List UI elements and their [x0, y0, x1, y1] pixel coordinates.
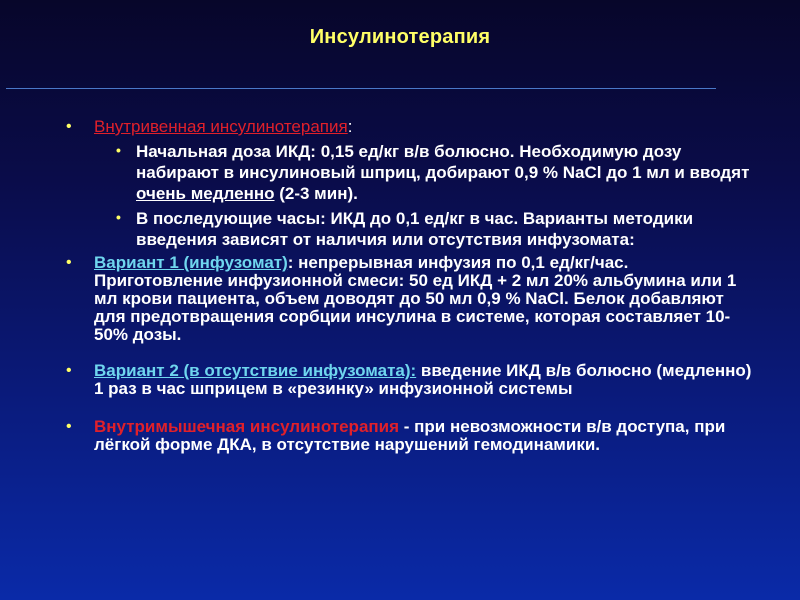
im-therapy-heading: Внутримышечная инсулинотерапия: [94, 417, 400, 436]
initial-dose-text: Начальная доза ИКД: 0,15 ед/кг в/в болюсно. Необходимую дозу набирают в инсулиновый шприц, добирают 0,9 % NaCl до 1 мл и вводят: [136, 142, 750, 182]
next-hours-text: В последующие часы: ИКД до 0,1 ед/кг в час. Варианты методики введения зависят от наличия или отсутствия инфузомата:: [136, 209, 694, 249]
sub-item-text: [116, 208, 756, 250]
variant-1-text: : непрерывная инфузия по 0,1 ед/кг/час. Приготовление инфузионной смеси: 50 ед ИКД + 2 мл 20% альбумина или 1 мл крови пациента, объем доводят до 50 мл 0,9 % NaCl. Белок добавляют для предотвращения сорбции инсулина в системе, которая составляет 10-50% дозы.: [94, 253, 737, 344]
variant-2-text: введение ИКД в/в болюсно (медленно) 1 раз в час шприцем в «резинку» инфузионной системы: [94, 361, 752, 398]
slide-title: Инсулинотерапия: [309, 26, 491, 48]
list-item-im-therapy: [66, 418, 756, 454]
bullet-icon: •: [116, 142, 121, 158]
bullet-icon: •: [66, 118, 72, 135]
list-item-variant-1: [66, 254, 756, 344]
bullet-icon: •: [116, 209, 121, 225]
variant-1-heading: Вариант 1 (инфузомат): [94, 253, 288, 272]
bullet-icon: •: [66, 254, 72, 271]
list-item-text: [66, 118, 756, 136]
iv-therapy-heading: Внутривенная инсулинотерапия: [94, 117, 348, 136]
slide-content: [66, 118, 756, 454]
list-item-iv-therapy: [66, 118, 756, 136]
sub-item-text: [116, 141, 756, 204]
list-item-variant-2: [66, 362, 756, 398]
initial-dose-tail: (2-3 мин).: [274, 184, 358, 203]
list-item-text: [66, 362, 756, 398]
variant-2-heading: Вариант 2 (в отсутствие инфузомата):: [94, 361, 417, 380]
im-therapy-text: - при невозможности в/в доступа, при лёгкой форме ДКА, в отсутствие нарушений гемодинамики.: [94, 417, 726, 454]
sub-item-next-hours: [66, 208, 756, 250]
very-slowly-text: очень медленно: [136, 184, 275, 203]
title-divider: [6, 88, 716, 89]
list-item-text: [66, 254, 756, 344]
sub-item-initial-dose: [66, 141, 756, 204]
heading-colon: :: [347, 117, 353, 136]
bullet-icon: •: [66, 418, 72, 435]
list-item-text: [66, 418, 756, 454]
bullet-icon: •: [66, 362, 72, 379]
